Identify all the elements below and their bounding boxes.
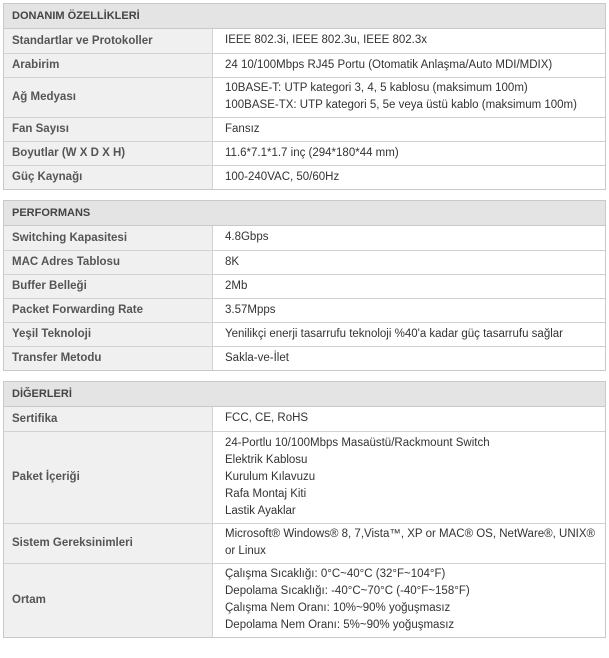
row-label: MAC Adres Tablosu bbox=[4, 250, 213, 274]
table-row bbox=[4, 29, 605, 53]
value-line: Rafa Montaj Kiti bbox=[225, 487, 307, 500]
section-title: DİĞERLERİ bbox=[4, 382, 605, 407]
value-line: 3.57Mpps bbox=[225, 303, 276, 316]
row-label: Buffer Belleği bbox=[4, 274, 213, 298]
row-label: Arabirim bbox=[4, 53, 213, 77]
value-line: 100-240VAC, 50/60Hz bbox=[225, 170, 340, 183]
row-value bbox=[213, 117, 606, 141]
row-value bbox=[213, 523, 606, 563]
row-value bbox=[213, 77, 606, 117]
row-label: Standartlar ve Protokoller bbox=[4, 29, 213, 53]
value-line: or Linux bbox=[225, 545, 266, 557]
row-value bbox=[213, 29, 606, 53]
table-row bbox=[4, 523, 605, 563]
section-performance bbox=[3, 200, 606, 371]
section-title: PERFORMANS bbox=[4, 201, 605, 226]
row-value bbox=[213, 563, 606, 637]
value-line: Sakla-ve-İlet bbox=[225, 351, 289, 364]
value-line: FCC, CE, RoHS bbox=[225, 412, 309, 425]
table-row bbox=[4, 250, 605, 274]
table-row bbox=[4, 322, 605, 346]
row-value bbox=[213, 274, 606, 298]
table-row bbox=[4, 298, 605, 322]
row-value bbox=[213, 141, 606, 165]
row-label: Güç Kaynağı bbox=[4, 165, 213, 189]
table-row bbox=[4, 77, 605, 117]
spec-table bbox=[4, 407, 605, 637]
table-row bbox=[4, 274, 605, 298]
value-line: 24 10/100Mbps RJ45 Portu (Otomatik Anlaşma/Auto MDI/MDIX) bbox=[225, 58, 553, 71]
row-value bbox=[213, 298, 606, 322]
row-label: Paket İçeriği bbox=[4, 431, 213, 523]
value-line: Fansız bbox=[225, 122, 260, 135]
table-row bbox=[4, 346, 605, 370]
value-line: 8K bbox=[225, 255, 240, 268]
value-line: Çalışma Nem Oranı: 10%~90% yoğuşmasız bbox=[225, 602, 451, 615]
row-label: Yeşil Teknoloji bbox=[4, 322, 213, 346]
value-line: Kurulum Kılavuzu bbox=[225, 470, 316, 483]
table-row bbox=[4, 563, 605, 637]
row-value bbox=[213, 53, 606, 77]
table-row bbox=[4, 431, 605, 523]
row-label: Ağ Medyası bbox=[4, 77, 213, 117]
table-row bbox=[4, 165, 605, 189]
row-label: Switching Kapasitesi bbox=[4, 226, 213, 250]
section-hardware bbox=[3, 3, 606, 190]
spec-table bbox=[4, 29, 605, 189]
row-value bbox=[213, 165, 606, 189]
value-line: IEEE 802.3i, IEEE 802.3u, IEEE 802.3x bbox=[225, 34, 428, 47]
row-label: Transfer Metodu bbox=[4, 346, 213, 370]
row-value bbox=[213, 431, 606, 523]
value-line: 100BASE-TX: UTP kategori 5, 5e veya üstü kablo (maksimum 100m) bbox=[225, 99, 577, 111]
value-line: 10BASE-T: UTP kategori 3, 4, 5 kablosu (maksimum 100m) bbox=[225, 82, 528, 94]
row-value bbox=[213, 226, 606, 250]
row-value bbox=[213, 250, 606, 274]
value-line: Lastik Ayaklar bbox=[225, 504, 296, 517]
table-row bbox=[4, 141, 605, 165]
section-others bbox=[3, 381, 606, 638]
row-value bbox=[213, 407, 606, 431]
table-row bbox=[4, 117, 605, 141]
row-label: Packet Forwarding Rate bbox=[4, 298, 213, 322]
value-line: Depolama Sıcaklığı: -40°C~70°C (-40°F~158°F) bbox=[225, 585, 470, 598]
row-label: Boyutlar (W X D X H) bbox=[4, 141, 213, 165]
value-line: 4.8Gbps bbox=[225, 231, 269, 244]
row-label: Sistem Gereksinimleri bbox=[4, 523, 213, 563]
row-label: Fan Sayısı bbox=[4, 117, 213, 141]
spec-sheet bbox=[3, 3, 606, 638]
row-label: Ortam bbox=[4, 563, 213, 637]
value-line: 2Mb bbox=[225, 279, 248, 292]
value-line: Yenilikçi enerji tasarrufu teknoloji %40'a kadar güç tasarrufu sağlar bbox=[225, 327, 564, 340]
spec-table bbox=[4, 226, 605, 370]
value-line: Elektrik Kablosu bbox=[225, 453, 308, 466]
section-title: DONANIM ÖZELLİKLERİ bbox=[4, 4, 605, 29]
table-row bbox=[4, 226, 605, 250]
table-row bbox=[4, 407, 605, 431]
row-value bbox=[213, 346, 606, 370]
table-row bbox=[4, 53, 605, 77]
value-line: 24-Portlu 10/100Mbps Masaüstü/Rackmount Switch bbox=[225, 436, 490, 449]
value-line: Depolama Nem Oranı: 5%~90% yoğuşmasız bbox=[225, 619, 455, 632]
row-label: Sertifika bbox=[4, 407, 213, 431]
value-line: Çalışma Sıcaklığı: 0°C~40°C (32°F~104°F) bbox=[225, 568, 446, 581]
value-line: Microsoft® Windows® 8, 7,Vista™, XP or MAC® OS, NetWare®, UNIX® bbox=[225, 528, 595, 540]
row-value bbox=[213, 322, 606, 346]
value-line: 11.6*7.1*1.7 inç (294*180*44 mm) bbox=[225, 146, 399, 159]
